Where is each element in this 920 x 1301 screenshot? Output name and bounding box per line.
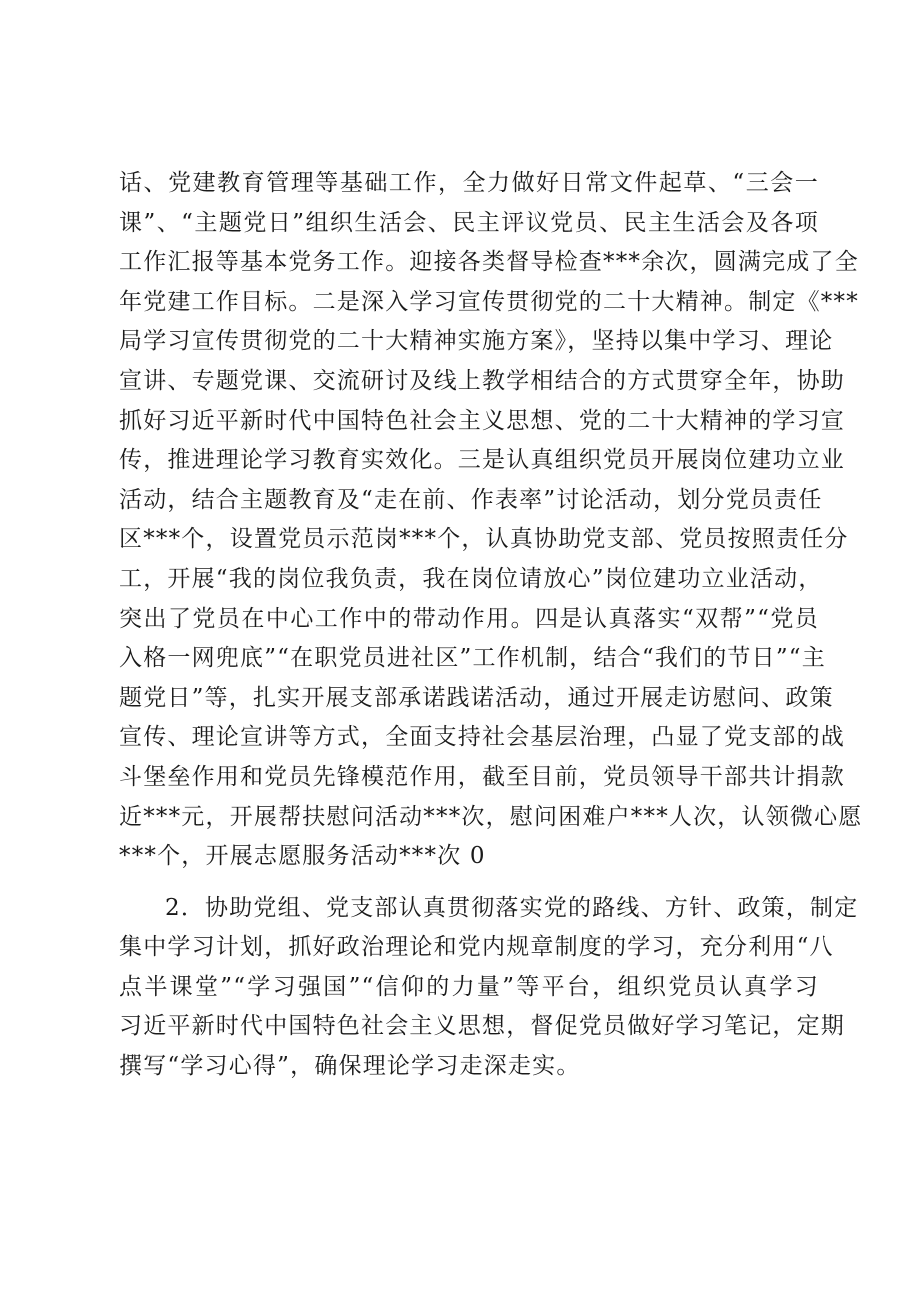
paragraph-line: 习近平新时代中国特色社会主义思想，督促党员做好学习笔记，定期 bbox=[119, 1013, 845, 1040]
paragraph-line: 局学习宣传贯彻党的二十大精神实施方案》，坚持以集中学习、理论 bbox=[119, 328, 834, 355]
paragraph-line: 点半课堂”“学习强国”“信仰的力量”等平台，组织党员认真学习 bbox=[119, 973, 819, 1000]
paragraph-line: 工，开展“我的岗位我负责，我在岗位请放心”岗位建功立业活动， bbox=[119, 565, 823, 592]
paragraph-line: 入格一网兜底”“在职党员进社区”工作机制，结合“我们的节日”“主 bbox=[119, 645, 826, 672]
paragraph-spacing bbox=[119, 877, 819, 889]
paragraph-line: 突出了党员在中心工作中的带动作用。四是认真落实“双帮”“党员 bbox=[119, 605, 819, 632]
paragraph-line: 传，推进理论学习教育实效化。三是认真组织党员开展岗位建功立业 bbox=[119, 447, 845, 474]
paragraph-line: 课”、“主题党日”组织生活会、民主评议党员、民主生活会及各项 bbox=[119, 209, 819, 236]
paragraph-line: 撰写“学习心得”，确保理论学习走深走实。 bbox=[119, 1053, 581, 1080]
paragraph-line: 题党日”等，扎实开展支部承诺践诺活动，通过开展走访慰问、政策 bbox=[119, 684, 834, 711]
paragraph-line: 2．协助党组、党支部认真贯彻落实党的路线、方针、政策，制定 bbox=[165, 894, 859, 921]
paragraph-line: 近***元，开展帮扶慰问活动***次，慰问困难户***人次，认领微心愿 bbox=[119, 803, 863, 830]
document-body bbox=[119, 164, 863, 1087]
paragraph-line: ***个，开展志愿服务活动***次 0 bbox=[119, 843, 486, 870]
paragraph-line: 宣传、理论宣讲等方式，全面支持社会基层治理，凸显了党支部的战 bbox=[119, 724, 845, 751]
paragraph-line: 抓好习近平新时代中国特色社会主义思想、党的二十大精神的学习宣 bbox=[119, 407, 845, 434]
paragraph-line: 区***个，设置党员示范岗***个，认真协助党支部、党员按照责任分 bbox=[119, 526, 849, 553]
paragraph-line: 话、党建教育管理等基础工作，全力做好日常文件起草、“三会一 bbox=[119, 170, 819, 196]
paragraph-line: 年党建工作目标。二是深入学习宣传贯彻党的二十大精神。制定《*** bbox=[119, 288, 859, 315]
paragraph-study-plan bbox=[119, 889, 859, 1087]
paragraph-line: 工作汇报等基本党务工作。迎接各类督导检查***余次，圆满完成了全 bbox=[119, 249, 859, 276]
paragraph-line: 活动，结合主题教育及“走在前、作表率”讨论活动，划分党员责任 bbox=[119, 486, 823, 513]
paragraph-party-building-work bbox=[119, 164, 863, 877]
paragraph-line: 集中学习计划，抓好政治理论和党内规章制度的学习，充分利用“八 bbox=[119, 934, 834, 961]
paragraph-line: 斗堡垒作用和党员先锋模范作用，截至目前，党员领导干部共计捐款 bbox=[119, 763, 845, 790]
paragraph-line: 宣讲、专题党课、交流研讨及线上教学相结合的方式贯穿全年，协助 bbox=[119, 367, 845, 394]
